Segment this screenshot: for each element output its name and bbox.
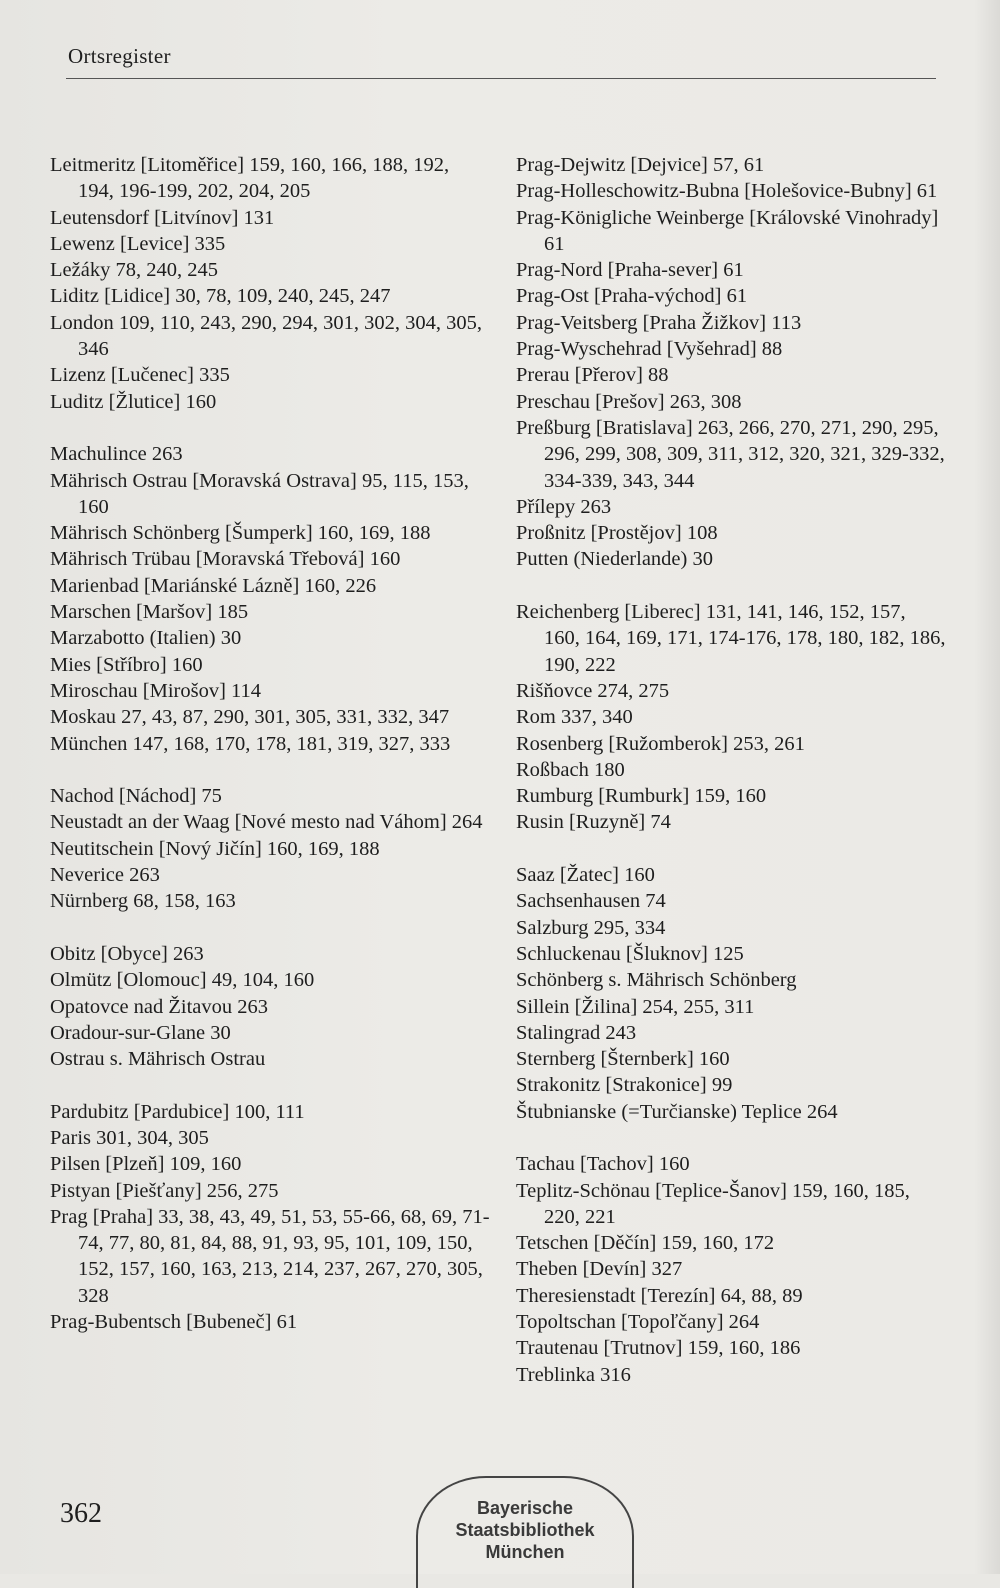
index-entry: Oradour-sur-Glane 30	[50, 1021, 231, 1044]
index-entry: Lizenz [Lučenec] 335	[50, 364, 230, 387]
index-entry: Leitmeritz [Litoměřice] 159, 160, 166, 188, 192, 194, 196-199, 202, 204, 205	[50, 154, 450, 203]
index-entry: Preßburg [Bratislava] 263, 266, 270, 271, 290, 295, 296, 299, 308, 309, 311, 312, 320, 321, 329-332, 334-339, 343, 344	[516, 416, 945, 492]
index-entry: Prag-Holleschowitz-Bubna [Holešovice-Bubny] 61	[516, 180, 938, 203]
index-entry: Neverice 263	[50, 864, 160, 887]
index-entry: Teplitz-Schönau [Teplice-Šanov] 159, 160, 185, 220, 221	[516, 1179, 910, 1228]
index-column-right	[516, 152, 946, 1388]
index-entry: Ležáky 78, 240, 245	[50, 259, 218, 282]
index-entry: Saaz [Žatec] 160	[516, 864, 655, 887]
index-entry: Stalingrad 243	[516, 1021, 637, 1044]
index-entry: Marienbad [Mariánské Lázně] 160, 226	[50, 574, 377, 597]
index-entry: Strakonitz [Strakonice] 99	[516, 1074, 733, 1097]
index-entry: Prag-Bubentsch [Bubeneč] 61	[50, 1311, 298, 1334]
index-entry: Sternberg [Šternberk] 160	[516, 1048, 730, 1071]
index-entry: Schönberg s. Mährisch Schönberg	[516, 969, 797, 992]
letter-section-gap	[50, 915, 490, 941]
index-entry: Mährisch Schönberg [Šumperk] 160, 169, 188	[50, 522, 431, 545]
index-entry: Prerau [Přerov] 88	[516, 364, 669, 387]
page-number: 362	[60, 1498, 102, 1529]
index-entry: Štubnianske (=Turčianske) Teplice 264	[516, 1100, 838, 1123]
index-entry: Opatovce nad Žitavou 263	[50, 995, 269, 1018]
index-entry: Pardubitz [Pardubice] 100, 111	[50, 1100, 305, 1123]
index-entry: Reichenberg [Liberec] 131, 141, 146, 152, 157, 160, 164, 169, 171, 174-176, 178, 180, 182, 186, 190, 222	[516, 601, 946, 676]
index-entry: Pilsen [Plzeň] 109, 160	[50, 1153, 242, 1176]
index-entry: Miroschau [Mirošov] 114	[50, 679, 262, 702]
index-entry: Topoltschan [Topoľčany] 264	[516, 1311, 760, 1334]
letter-section-gap	[50, 415, 490, 441]
index-entry: München 147, 168, 170, 178, 181, 319, 327, 333	[50, 732, 451, 755]
stamp-line: Staatsbibliothek	[455, 1520, 595, 1540]
index-entry: Schluckenau [Šluknov] 125	[516, 942, 744, 965]
index-entry: Luditz [Žlutice] 160	[50, 390, 217, 413]
index-entry: Lewenz [Levice] 335	[50, 232, 226, 255]
index-entry: Leutensdorf [Litvínov] 131	[50, 206, 275, 229]
index-entry: Putten (Niederlande) 30	[516, 548, 713, 571]
index-entry: Rosenberg [Ružomberok] 253, 261	[516, 732, 805, 755]
index-entry: Rišňovce 274, 275	[516, 679, 670, 702]
index-entry: Prag-Königliche Weinberge [Královské Vinohrady] 61	[516, 206, 939, 255]
index-entry: Obitz [Obyce] 263	[50, 942, 204, 965]
index-entry: Treblinka 316	[516, 1363, 631, 1386]
index-entry: Nachod [Náchod] 75	[50, 785, 222, 808]
running-head: Ortsregister	[68, 44, 171, 68]
index-entry: Prag-Ost [Praha-východ] 61	[516, 285, 748, 308]
index-entry: Rusin [Ruzyně] 74	[516, 811, 671, 834]
index-entry: Mies [Stříbro] 160	[50, 653, 203, 676]
index-entry: Marschen [Maršov] 185	[50, 601, 249, 624]
index-entry: Ostrau s. Mährisch Ostrau	[50, 1048, 266, 1071]
library-stamp	[416, 1476, 634, 1588]
index-entry: Prag-Wyschehrad [Vyšehrad] 88	[516, 338, 783, 361]
letter-section-gap	[50, 1072, 490, 1098]
index-entry: Neustadt an der Waag [Nové mesto nad Váhom] 264	[50, 811, 483, 834]
index-entry: Prag-Veitsberg [Praha Žižkov] 113	[516, 311, 802, 334]
index-entry: Preschau [Prešov] 263, 308	[516, 390, 742, 413]
index-entry: London 109, 110, 243, 290, 294, 301, 302, 304, 305, 346	[50, 311, 483, 361]
stamp-line: Bayerische	[476, 1498, 574, 1518]
index-entry: Moskau 27, 43, 87, 290, 301, 305, 331, 332, 347	[50, 706, 450, 729]
index-entry: Trautenau [Trutnov] 159, 160, 186	[516, 1337, 801, 1360]
index-entry: Přílepy 263	[516, 495, 612, 518]
letter-section-gap	[516, 836, 946, 862]
index-entry: Mährisch Ostrau [Moravská Ostrava] 95, 115, 153, 160	[50, 469, 469, 518]
index-entry: Pistyan [Piešťany] 256, 275	[50, 1179, 279, 1202]
index-entry: Liditz [Lidice] 30, 78, 109, 240, 245, 247	[50, 285, 391, 308]
index-entry: Rumburg [Rumburk] 159, 160	[516, 785, 767, 808]
index-entry: Sachsenhausen 74	[516, 890, 666, 913]
index-entry: Nürnberg 68, 158, 163	[50, 890, 236, 913]
index-entry: Tachau [Tachov] 160	[516, 1153, 690, 1176]
index-entry: Olmütz [Olomouc] 49, 104, 160	[50, 969, 315, 992]
index-entry: Neutitschein [Nový Jičín] 160, 169, 188	[50, 837, 380, 860]
index-entry: Mährisch Trübau [Moravská Třebová] 160	[50, 548, 401, 571]
stamp-line: München	[485, 1542, 565, 1562]
index-entry: Machulince 263	[50, 443, 183, 466]
index-entry: Prag [Praha] 33, 38, 43, 49, 51, 53, 55-66, 68, 69, 71-74, 77, 80, 81, 84, 88, 91, 93, 95, 101, 109, 150, 152, 157, 160, 163, 213, 214, 237, 267, 270, 305, 328	[50, 1205, 490, 1307]
letter-section-gap	[50, 757, 490, 783]
header-rule	[66, 78, 936, 79]
index-entry: Roßbach 180	[516, 758, 625, 781]
index-entry: Rom 337, 340	[516, 706, 633, 729]
index-entry: Prag-Nord [Praha-sever] 61	[516, 259, 744, 282]
index-entry: Theben [Devín] 327	[516, 1258, 683, 1281]
index-entry: Theresienstadt [Terezín] 64, 88, 89	[516, 1284, 803, 1307]
binding-shadow	[974, 0, 1000, 1574]
letter-section-gap	[516, 1125, 946, 1151]
index-entry: Tetschen [Děčín] 159, 160, 172	[516, 1232, 775, 1255]
index-entry: Sillein [Žilina] 254, 255, 311	[516, 995, 755, 1018]
index-column-left	[50, 152, 490, 1335]
letter-section-gap	[516, 573, 946, 599]
index-entry: Salzburg 295, 334	[516, 916, 666, 939]
index-entry: Prag-Dejwitz [Dejvice] 57, 61	[516, 154, 765, 176]
index-entry: Paris 301, 304, 305	[50, 1126, 209, 1149]
index-entry: Proßnitz [Prostějov] 108	[516, 522, 718, 545]
index-entry: Marzabotto (Italien) 30	[50, 627, 242, 650]
